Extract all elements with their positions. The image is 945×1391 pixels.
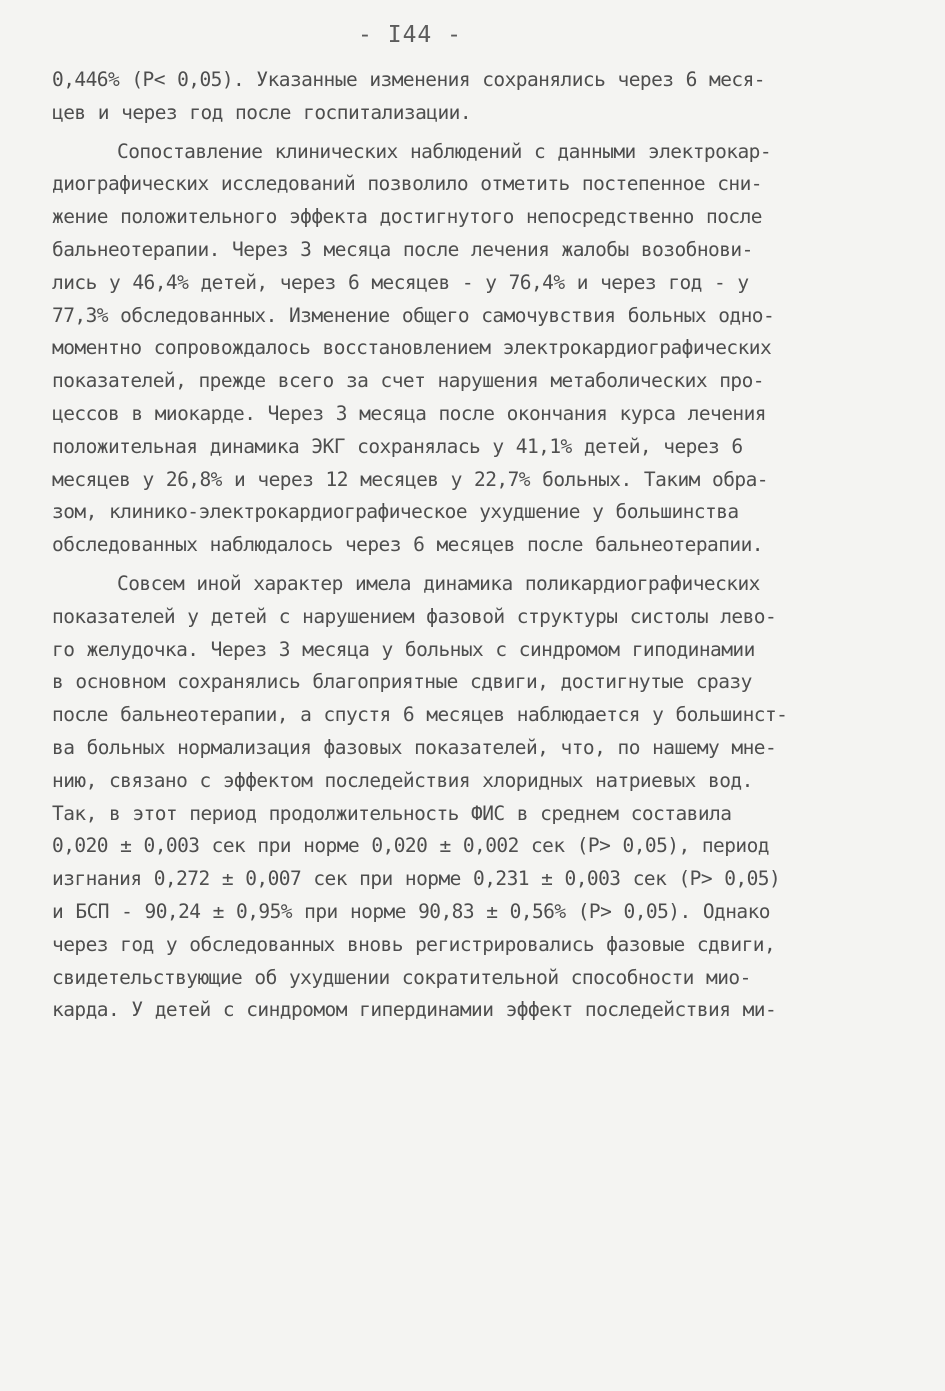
- text-line: положительная динамика ЭКГ сохранялась у 41,1% детей, через 6: [52, 434, 743, 458]
- text-line: Сопоставление клинических наблюдений с данными электрокар-: [117, 139, 772, 163]
- text-line: бальнеотерапии. Через 3 месяца после лечения жалобы возобнови-: [52, 237, 753, 261]
- body-text: [52, 64, 892, 1027]
- paragraph: [52, 136, 892, 562]
- page-number: - I44 -: [358, 22, 462, 48]
- text-line: ва больных нормализация фазовых показателей, что, по нашему мне-: [52, 735, 777, 759]
- paragraph: [52, 64, 892, 130]
- text-line: го желудочка. Через 3 месяца у больных с синдромом гиподинамии: [52, 637, 755, 661]
- text-line: в основном сохранялись благоприятные сдвиги, достигнутые сразу: [52, 670, 752, 694]
- text-line: жение положительного эффекта достигнутого непосредственно после: [52, 205, 762, 229]
- text-line: моментно сопровождалось восстановлением электрокардиографических: [52, 336, 772, 360]
- text-line: 77,3% обследованных. Изменение общего самочувствия больных одно-: [52, 303, 775, 327]
- text-line: обследованных наблюдалось через 6 месяцев после бальнеотерапии.: [52, 533, 763, 557]
- text-line: изгнания 0,272 ± 0,007 сек при норме 0,231 ± 0,003 сек (P> 0,05): [52, 867, 781, 891]
- text-line: и БСП - 90,24 ± 0,95% при норме 90,83 ± 0,56% (P> 0,05). Однако: [52, 899, 770, 923]
- text-line: показателей, прежде всего за счет нарушения метаболических про-: [52, 369, 764, 393]
- text-line: 0,446% (P< 0,05). Указанные изменения сохранялись через 6 меся-: [52, 68, 765, 91]
- text-line: нию, связано с эффектом последействия хлоридных натриевых вод.: [52, 768, 753, 792]
- text-line: после бальнеотерапии, а спустя 6 месяцев наблюдается у большинст-: [52, 703, 788, 727]
- text-line: через год у обследованных вновь регистрировались фазовые сдвиги,: [52, 932, 776, 956]
- text-line: зом, клинико-электрокардиографическое ухудшение у большинства: [52, 500, 739, 524]
- text-line: показателей у детей с нарушением фазовой структуры систолы лево-: [52, 604, 777, 628]
- text-line: лись у 46,4% детей, через 6 месяцев - у 76,4% и через год - у: [52, 270, 749, 294]
- text-line: месяцев у 26,8% и через 12 месяцев у 22,7% больных. Таким обра-: [52, 467, 768, 491]
- paragraph: [52, 568, 892, 1027]
- text-line: Так, в этот период продолжительность ФИС в среднем составила: [52, 801, 732, 825]
- text-line: цев и через год после госпитализации.: [52, 100, 472, 124]
- text-line: 0,020 ± 0,003 сек при норме 0,020 ± 0,002 сек (P> 0,05), период: [52, 834, 769, 858]
- text-line: диографических исследований позволило отметить постепенное сни-: [52, 172, 762, 196]
- text-line: карда. У детей с синдромом гипердинамии эффект последействия ми-: [52, 998, 777, 1022]
- text-line: свидетельствующие об ухудшении сократительной способности мио-: [52, 965, 751, 989]
- text-line: цессов в миокарде. Через 3 месяца после окончания курса лечения: [52, 401, 766, 425]
- text-line: Совсем иной характер имела динамика поликардиографических: [117, 571, 760, 595]
